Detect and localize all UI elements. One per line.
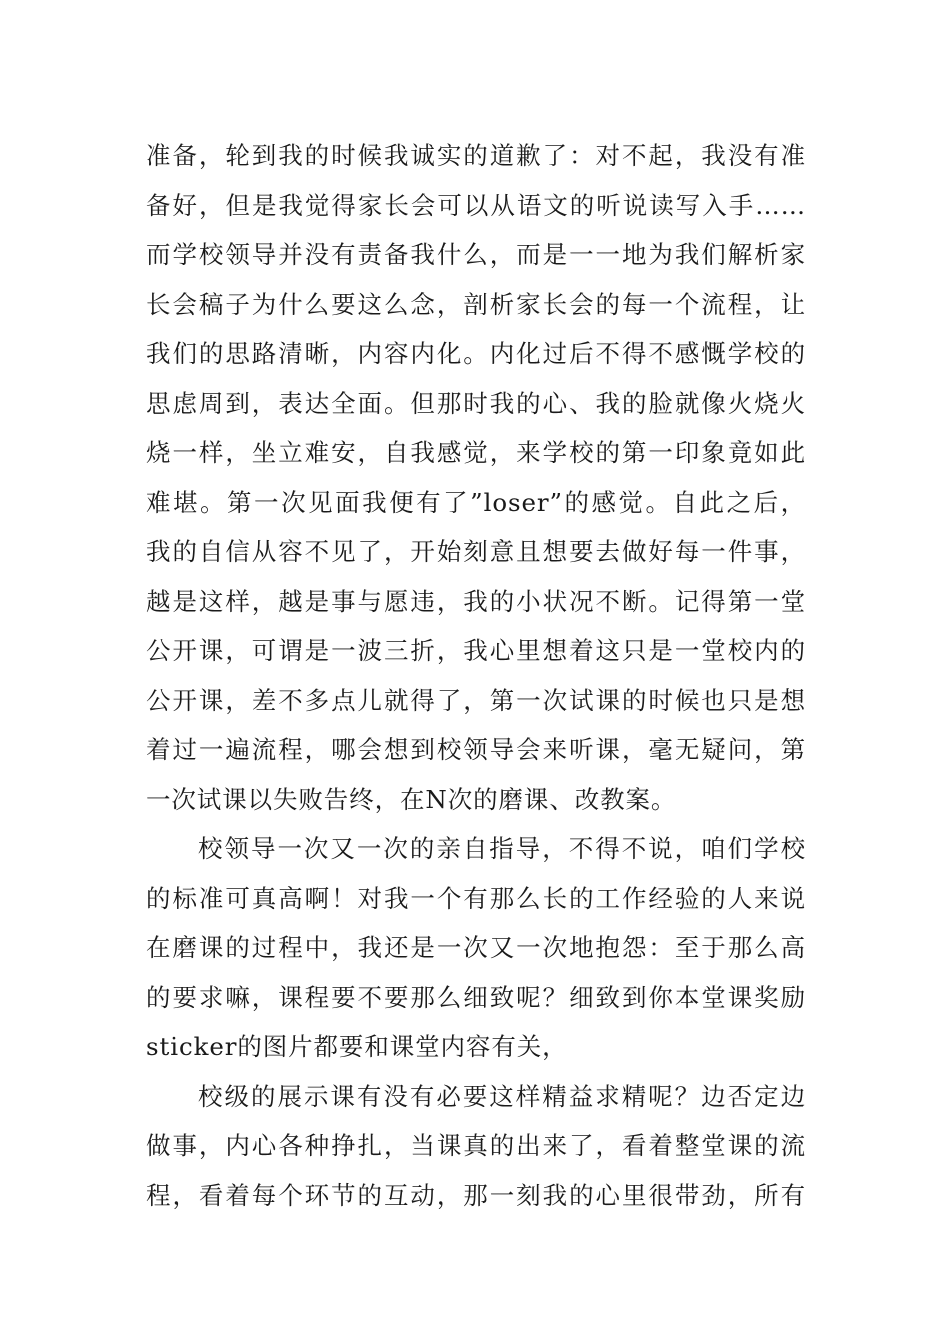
text-line: 难堪。第一次见面我便有了”loser”的感觉。自此之后， (146, 487, 806, 517)
text-line: 公开课，差不多点儿就得了，第一次试课的时候也只是想 (146, 685, 806, 715)
text-line: 准备，轮到我的时候我诚实的道歉了：对不起，我没有准 (146, 141, 806, 170)
text-line: 公开课，可谓是一波三折，我心里想着这只是一堂校内的 (146, 636, 806, 665)
paragraph-start-line: 校级的展示课有没有必要这样精益求精呢？边否定边 (198, 1081, 806, 1111)
text-line: 备好，但是我觉得家长会可以从语文的听说读写入手…… (146, 190, 806, 220)
text-line: 在磨课的过程中，我还是一次又一次地抱怨：至于那么高 (146, 933, 806, 962)
text-line: 我的自信从容不见了，开始刻意且想要去做好每一件事， (146, 537, 806, 566)
text-line: 我们的思路清晰，内容内化。内化过后不得不感慨学校的 (146, 339, 806, 368)
text-line: 程，看着每个环节的互动，那一刻我的心里很带劲，所有 (146, 1180, 806, 1210)
text-line: 着过一遍流程，哪会想到校领导会来听课，毫无疑问，第 (146, 735, 806, 764)
paragraph-end-line: sticker的图片都要和课堂内容有关， (146, 1032, 568, 1061)
text-line: 越是这样，越是事与愿违，我的小状况不断。记得第一堂 (146, 586, 806, 616)
text-line: 烧一样，坐立难安，自我感觉，来学校的第一印象竟如此 (146, 438, 806, 467)
text-line: 长会稿子为什么要这么念，剖析家长会的每一个流程，让 (146, 289, 806, 319)
text-line: 而学校领导并没有责备我什么，而是一一地为我们解析家 (146, 240, 806, 269)
text-line: 的要求嘛，课程要不要那么细致呢？细致到你本堂课奖励 (146, 982, 806, 1012)
paragraph-end-line: 一次试课以失败告终，在N次的磨课、改教案。 (146, 784, 677, 814)
document-body (146, 131, 806, 1220)
paragraph-start-line: 校领导一次又一次的亲自指导，不得不说，咱们学校 (198, 834, 806, 863)
text-line: 思虑周到，表达全面。但那时我的心、我的脸就像火烧火 (146, 388, 806, 418)
text-line: 的标准可真高啊！对我一个有那么长的工作经验的人来说 (146, 883, 806, 913)
text-line: 做事，内心各种挣扎，当课真的出来了，看着整堂课的流 (146, 1131, 806, 1160)
